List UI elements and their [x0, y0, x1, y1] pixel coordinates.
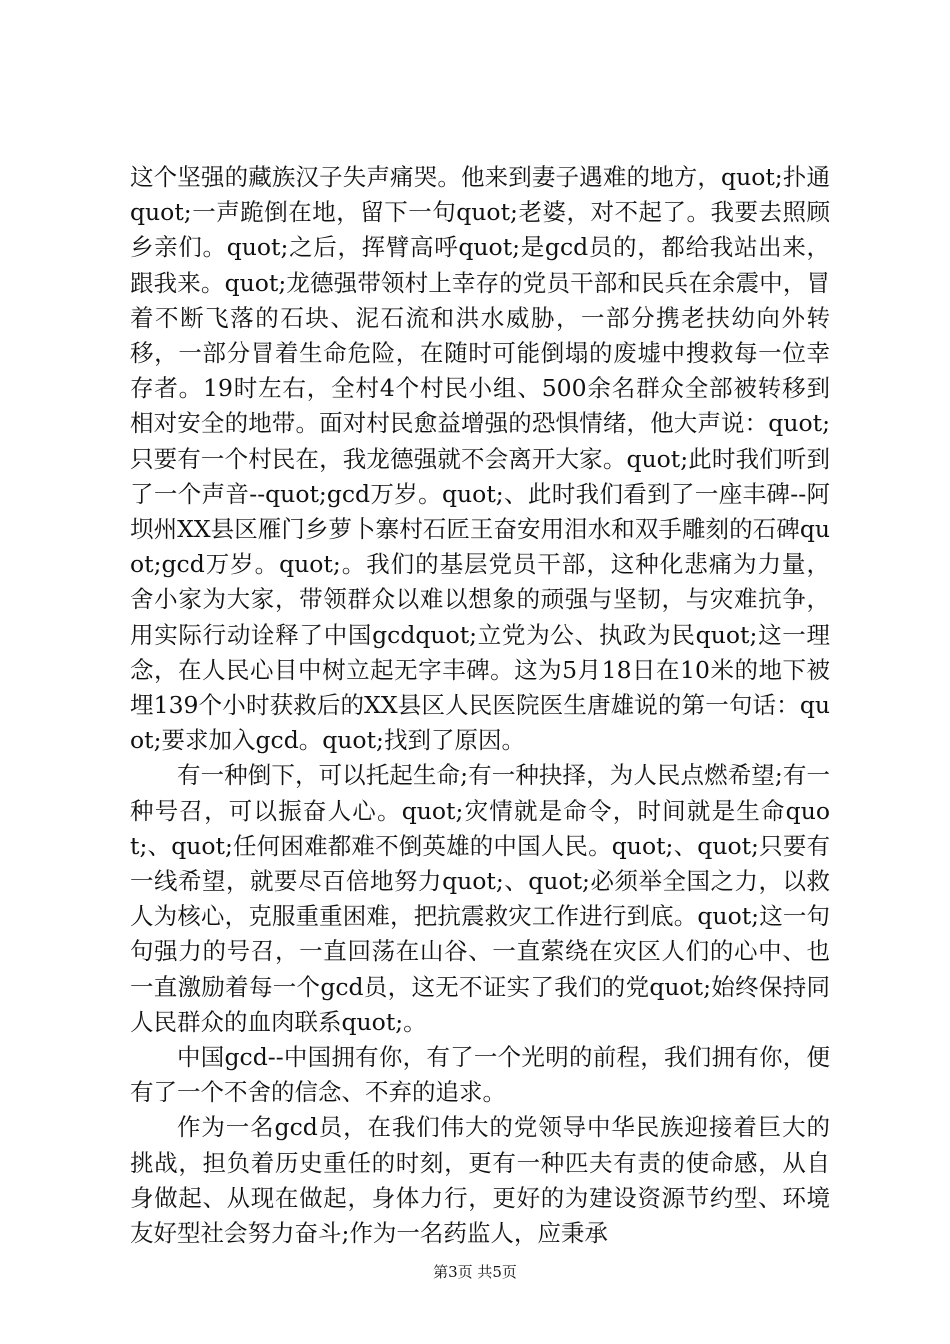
paragraph-3: 中国gcd--中国拥有你，有了一个光明的前程，我们拥有你，便有了一个不舍的信念、不弃的追求。 — [130, 1043, 830, 1107]
page-number-footer: 第3页 共5页 — [433, 1263, 517, 1281]
paragraph-4: 作为一名gcd员，在我们伟大的党领导中华民族迎接着巨大的挑战，担负着历史重任的时刻，更有一种匹夫有责的使命感，从自身做起、从现在做起，身体力行，更好的为建设资源节约型、环境友好型社会努力奋斗;作为一名药监人，应秉承 — [130, 1113, 830, 1248]
document-body — [130, 160, 830, 1251]
paragraph-1: 这个坚强的藏族汉子失声痛哭。他来到妻子遇难的地方，quot;扑通quot;一声跪倒在地，留下一句quot;老婆，对不起了。我要去照顾乡亲们。quot;之后，挥臂高呼quot;是gcd员的，都给我站出来，跟我来。quot;龙德强带领村上幸存的党员干部和民兵在余震中，冒着不断飞落的石块、泥石流和洪水威胁，一部分携老扶幼向外转移，一部分冒着生命危险，在随时可能倒塌的废墟中搜救每一位幸存者。19时左右，全村4个村民小组、500余名群众全部被转移到相对安全的地带。面对村民愈益增强的恐惧情绪，他大声说：quot;只要有一个村民在，我龙德强就不会离开大家。quot;此时我们听到了一个声音--quot;gcd万岁。quot;、此时我们看到了一座丰碑--阿坝州XX县区雁门乡萝卜寨村石匠王奋安用泪水和双手雕刻的石碑quot;gcd万岁。quot;。我们的基层党员干部，这种化悲痛为力量，舍小家为大家，带领群众以难以想象的顽强与坚韧，与灾难抗争，用实际行动诠释了中国gcdquot;立党为公、执政为民quot;这一理念，在人民心目中树立起无字丰碑。这为5月18日在10米的地下被埋139个小时获救后的XX县区人民医院医生唐雄说的第一句话：quot;要求加入gcd。quot;找到了原因。 — [130, 163, 830, 755]
paragraph-2: 有一种倒下，可以托起生命;有一种抉择，为人民点燃希望;有一种号召，可以振奋人心。quot;灾情就是命令，时间就是生命quot;、quot;任何困难都难不倒英雄的中国人民。quot;、quot;只要有一线希望，就要尽百倍地努力quot;、quot;必须举全国之力，以救人为核心，克服重重困难，把抗震救灾工作进行到底。quot;这一句句强力的号召，一直回荡在山谷、一直萦绕在灾区人们的心中、也一直激励着每一个gcd员，这无不证实了我们的党quot;始终保持同人民群众的血肉联系quot;。 — [130, 761, 830, 1036]
